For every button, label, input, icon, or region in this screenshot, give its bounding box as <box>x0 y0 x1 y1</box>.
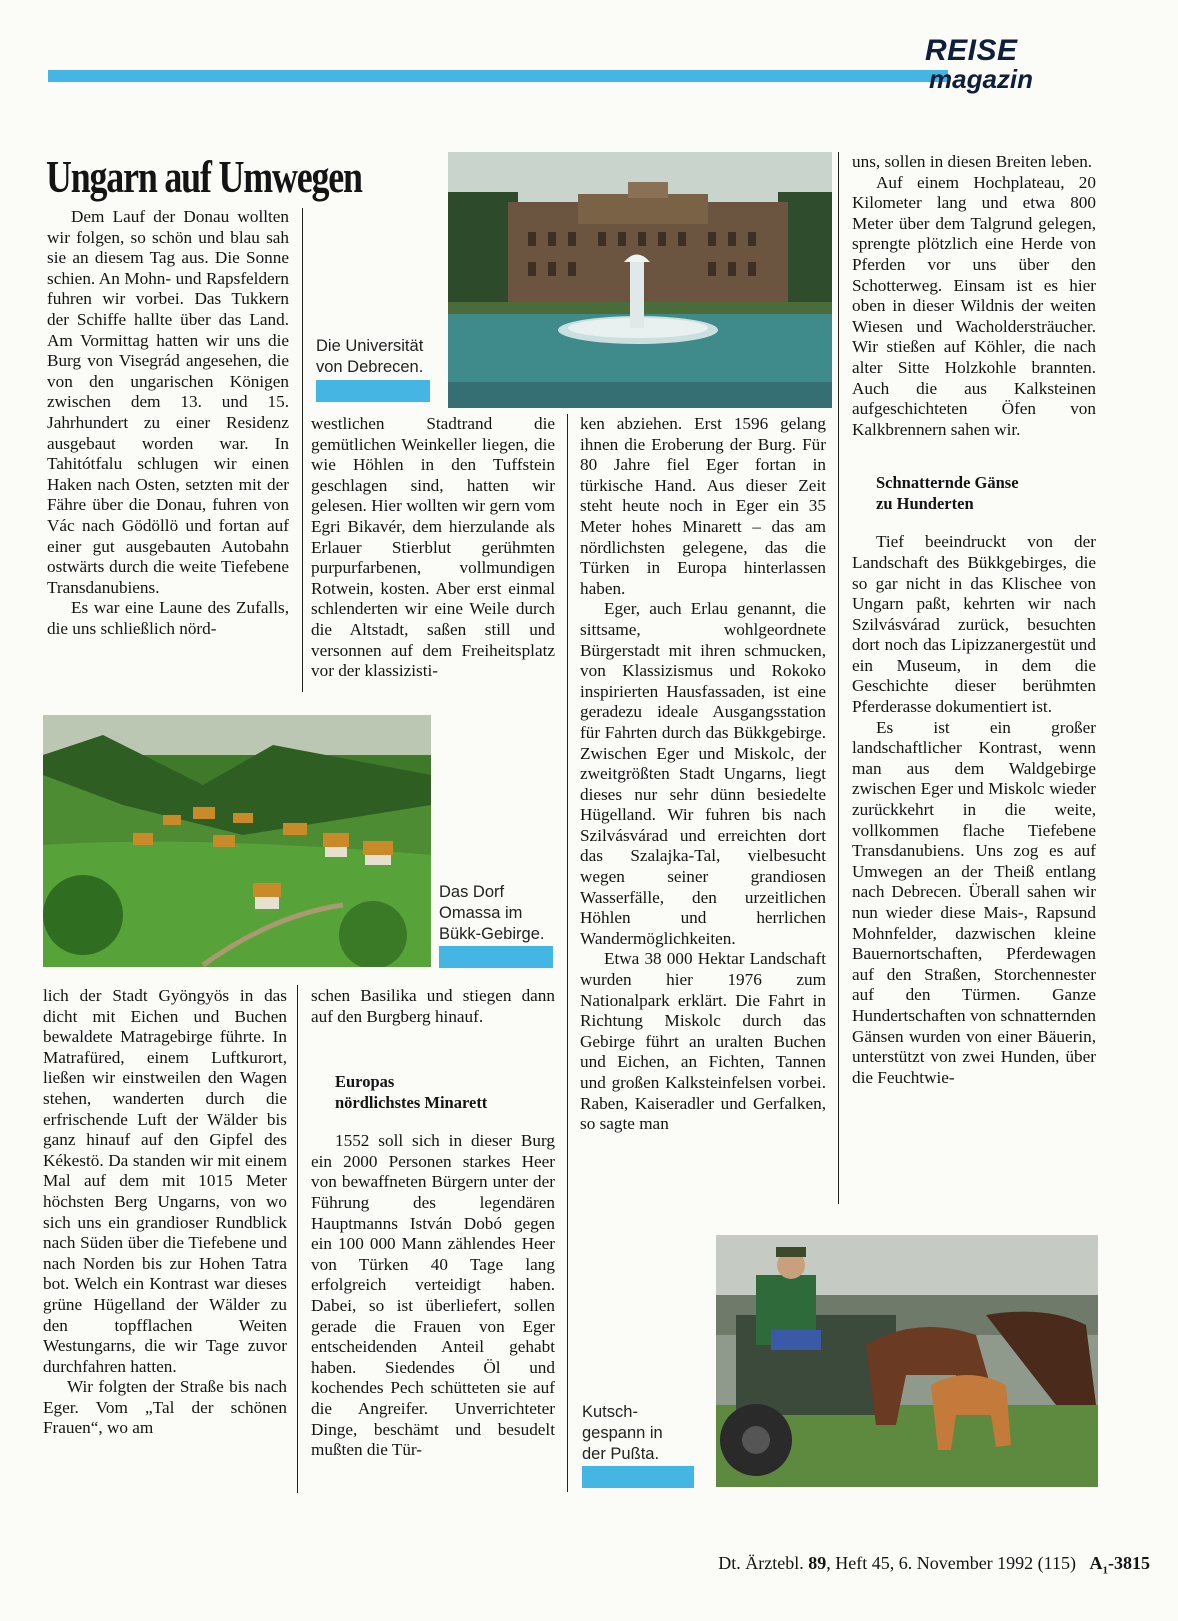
column-rule <box>567 414 568 1492</box>
paragraph: westlichen Stadtrand die gemütlichen Weinkeller liegen, die wie Höhlen in den Tuffstein geschlagen sind, hatten wir gelesen. Hier wollten wir gern vom Egri Bikavér, dem hierzulande als Erlauer Stierblut gerühmten purpurfarbenen, vollmundigen Rotwein, kosten. Aber erst einmal schlenderten wir eine Weile durch die Altstadt, saßen still und versonnen auf dem Freiheitsplatz vor der klassizisti- <box>311 414 555 681</box>
column-rule <box>302 208 303 692</box>
logo-word-reise: REISE <box>925 34 1018 67</box>
paragraph: 1552 soll sich in dieser Burg ein 2000 Personen starkes Heer von bewaffneten Bürgern unter der Führung des legendären Hauptmanns István Dobó gegen ein 100 000 Mann zählendes Heer von Türken 40 Tage lang erfolgreich verteidigt haben. Dabei, so ist überliefert, sollen gerade die Frauen von Eger entscheidenden Anteil gehabt haben. Siedendes Öl und kochendes Pech schütteten sie auf die Angreifer. Unverrichteter Dinge, beschämt und besudelt mußten die Tür- <box>311 1131 555 1460</box>
paragraph: schen Basilika und stiegen dann auf den Burgberg hinauf. <box>311 986 555 1026</box>
paragraph: Tief beeindruckt von der Landschaft des Bükkgebirges, die so gar nicht in das Klischee von Ungarn paßt, kehrten wir nach Szilvásvárad zurück, besuchten dort noch das Lipizzanergestüt und ein Museum, in dem die Geschichte dieser berühmten Pferderasse dokumentiert ist. <box>852 532 1096 717</box>
caption-carriage: Kutsch- gespann in der Pußta. <box>582 1403 663 1463</box>
reise-magazin-logo <box>925 30 1140 110</box>
paragraph: uns, sollen in diesen Breiten leben. <box>852 152 1093 171</box>
journal-name: Dt. Ärztebl. <box>718 1553 804 1573</box>
page-prefix: A <box>1089 1553 1103 1573</box>
column-1-top <box>47 207 289 639</box>
paragraph: Eger, auch Erlau genannt, die sittsame, wohlgeordnete Bürgerstadt mit ihren schmucken, von Klassizismus und Rokoko inspirierten Hausfassaden, ist eine geradezu ideale Ausgangsstation für Fahrten durch das Bükkgebirge. Zwischen Eger und Miskolc, der zweitgrößten Stadt Ungarns, liegt dieses nur sehr dünn besiedelte Hügelland. Wir fuhren bis nach Szilvásvárad und erreichten dort das Szalajka-Tal, vielbesucht wegen seiner grandiosen Wasserfälle, den urzeitlichen Höhlen und herrlichen Wandermöglichkeiten. <box>580 599 826 948</box>
logo-word-magazin: magazin <box>929 64 1034 94</box>
column-rule <box>838 152 839 1204</box>
paragraph: Es ist ein großer landschaftlicher Kontrast, wenn man aus dem Waldgebirge zwischen Eger und Miskolc wieder zurückkehrt in die weite, vollkommen flache Tiefebene Transdanubiens. Uns zog es auf Umwegen an der Theiß entlang nach Debrecen. Überall sahen wir nun wieder diese Mais-, Rapsund Mohnfelder, dazwischen kleine Bauernortschaften, Pferdewagen auf den Straßen, Storchennester auf den Türmen. Ganze Hundertschaften von schnatternden Gänsen wurden von einer Bäuerin, unterstützt von zwei Hunden, über die Feuchtwie- <box>852 717 1096 1087</box>
caption-village: Das Dorf Omassa im Bükk-Gebirge. <box>439 883 545 943</box>
column-2-top <box>311 414 555 682</box>
page-sub: 1 <box>1102 1564 1108 1577</box>
paragraph: Dem Lauf der Donau wollten wir folgen, so schön und blau sah sie an diesem Tag aus. Die Sonne schien. An Mohn- und Rapsfeldern fuhren wir vorbei. Das Tukkern der Schiffe hallte über das Land. Am Vormittag hatten wir uns die Burg von Visegrád angesehen, die von den ungarischen Königen zwischen dem 13. und 15. Jahrhundert zu einer Residenz ausgebaut worden war. In Tahitótfalu schlugen wir einen Haken nach Osten, setzten mit der Fähre über die Donau, fuhren von Vác nach Gödöllö und fortan auf einer gut ausgebauten Autobahn ostwärts durch die weite Tiefebene Transdanubiens. <box>47 207 289 597</box>
caption-accent-bar <box>439 946 553 968</box>
caption-university: Die Universität von Debrecen. <box>316 337 424 376</box>
page-number: -3815 <box>1108 1553 1150 1573</box>
paragraph: Auf einem Hochplateau, 20 Kilometer lang und etwa 800 Meter über dem Talgrund gelegen, sprengte plötzlich eine Herde von Pferden vor uns über den Schotterweg. Einsam ist es hier oben in dieser Wildnis der weiten Wiesen und Wacholdersträucher. Wir stießen auf Köhler, die nach alter Sitte Holzkohle brannten. Auch die aus Kalksteinen aufgeschichteten Öfen von Kalkbrennern sahen wir. <box>852 172 1096 439</box>
carriage-photo <box>716 1235 1098 1487</box>
journal-volume: 89 <box>808 1553 827 1573</box>
article-title: Ungarn auf Umwegen <box>46 151 362 202</box>
village-photo <box>43 715 431 967</box>
page-footer <box>718 1553 1150 1577</box>
paragraph: Etwa 38 000 Hektar Landschaft wurden hier 1976 zum Nationalpark erklärt. Die Fahrt in Richtung Miskolc durch das Gebirge führt an uralten Buchen und Eichen, an Fichten, Tannen und großen Kalksteinfelsen vorbei. Raben, Kaiseradler und Gerfalken, so sagte man <box>580 949 826 1134</box>
section-heading: Schnatternde Gänse zu Hunderten <box>876 473 1019 514</box>
caption-accent-bar <box>582 1466 694 1488</box>
column-4 <box>852 152 1096 1088</box>
paragraph: lich der Stadt Gyöngyös in das dicht mit Eichen und Buchen bewaldete Matragebirge führte. In Matrafüred, einem Luftkurort, ließen wir einstweilen den Wagen stehen, wanderten durch die erfrischende Luft der Wälder bis ganz hinauf auf den Gipfel des Kékestö. Da standen wir mit einem Mal auf dem mit 1015 Meter höchsten Berg Ungarns, von wo sich uns ein grandioser Rundblick nach Süden über die Tiefebene und nach Norden bis zur Hohen Tatra bot. Welch ein Kontrast war dieses grüne Hügelland der Wälder zu den topfflachen Weiten Westungarns, die wir Tage zuvor durchfahren hatten. <box>43 986 287 1376</box>
issue-date: , Heft 45, 6. November 1992 (115) <box>826 1553 1076 1573</box>
column-2-bottom <box>311 986 555 1461</box>
paragraph: Wir folgten der Straße bis nach Eger. Vom „Tal der schönen Frauen“, wo am <box>43 1377 287 1438</box>
university-photo <box>448 152 832 408</box>
column-rule <box>297 985 298 1493</box>
paragraph: Es war eine Laune des Zufalls, die uns schließlich nörd- <box>47 598 289 638</box>
caption-accent-bar <box>316 380 430 402</box>
section-heading: Europas nördlichstes Minarett <box>335 1072 488 1113</box>
paragraph: ken abziehen. Erst 1596 gelang ihnen die Eroberung der Burg. Für 80 Jahre fiel Eger fortan in türkische Hand. Aus dieser Zeit steht heute noch in Eger ein 35 Meter hohes Minarett – das am nördlichsten gelegene, das die Türken in Europa hinterlassen haben. <box>580 414 826 598</box>
header-accent-bar <box>48 70 948 82</box>
column-3 <box>580 414 826 1135</box>
column-1-bottom <box>43 986 287 1439</box>
